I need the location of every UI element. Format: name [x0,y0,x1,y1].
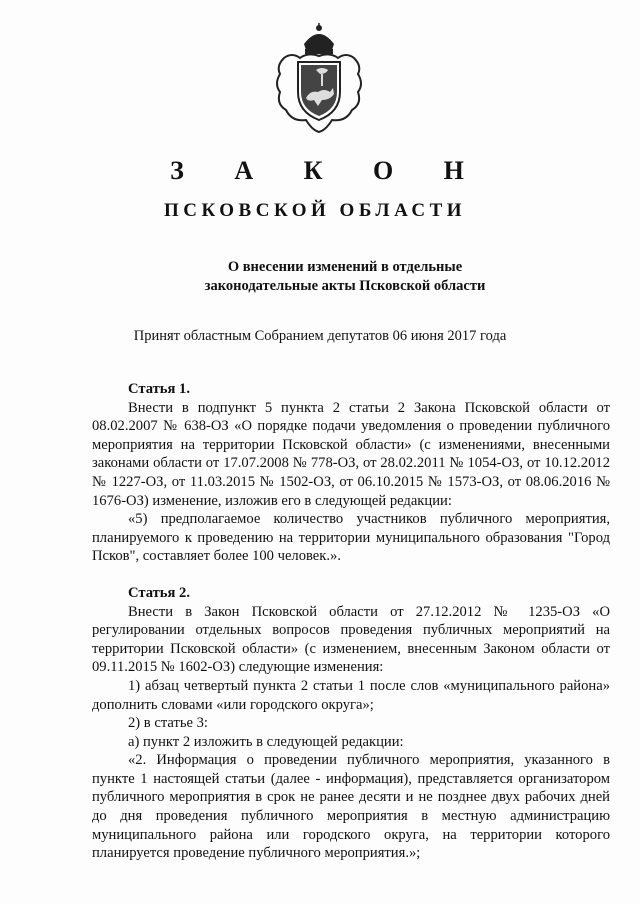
article-2-heading: Статья 2. [128,584,190,601]
law-title: З А К О Н [170,156,486,185]
article-2-paragraph-2: 1) абзац четвертый пункта 2 статьи 1 после слов «муниципального района» дополнить словами «или городского округа»; [92,677,610,713]
subject-line-1: О внесении изменений в отдельные [227,259,463,275]
pskov-coat-of-arms-icon [270,22,368,134]
law-subject [195,258,495,296]
article-2-paragraph-3: 2) в статье 3: [128,715,208,732]
law-body [92,380,610,863]
adoption-date: Принят областным Собранием депутатов 06 июня 2017 года [133,328,507,344]
article-2-paragraph-5: «2. Информация о проведении публичного мероприятия, указанного в пункте 1 настоящей статьи (далее - информация), представляется организатором публичного мероприятия в срок не ранее десяти и не позднее двух рабочих дней до дня проведения публичного мероприятия в местную администрацию муниципального района или городского округа, на территории которого планируется проведение публичного мероприятия.»; [92,752,610,862]
article-1-paragraph-2: «5) предполагаемое количество участников публичного мероприятия, планируемого к проведению на территории муниципального образования "Город Псков", составляет более 100 человек.». [92,511,610,565]
article-2-paragraph-1: Внести в Закон Псковской области от 27.12.2012 № 1235-ОЗ «О регулировании отдельных вопросов проведения публичных мероприятий на территории Псковской области» (с изменением, внесенным Законом области от 09.11.2015 № 1602-ОЗ) следующие изменения: [92,603,610,676]
subject-line-2: законодательные акты Псковской области [204,278,486,294]
article-1-heading: Статья 1. [128,381,190,397]
region-title: ПСКОВСКОЙ ОБЛАСТИ [163,200,467,221]
article-2-paragraph-4: а) пункт 2 изложить в следующей редакции: [128,733,404,750]
article-1-paragraph-1: Внести в подпункт 5 пункта 2 статьи 2 Закона Псковской области от 08.02.2007 № 638-ОЗ «О порядке подачи уведомления о проведении публичного мероприятия на территории Псковской области» (с изменениями, внесенными законами области от 17.07.2008 № 778-ОЗ, от 28.02.2011 № 1054-ОЗ, от 10.12.2012 № 1227-ОЗ, от 11.03.2015 № 1502-ОЗ, от 06.10.2015 № 1573-ОЗ, от 08.06.2016 № 1676-ОЗ) изменение, изложив его в следующей редакции: [92,399,610,509]
